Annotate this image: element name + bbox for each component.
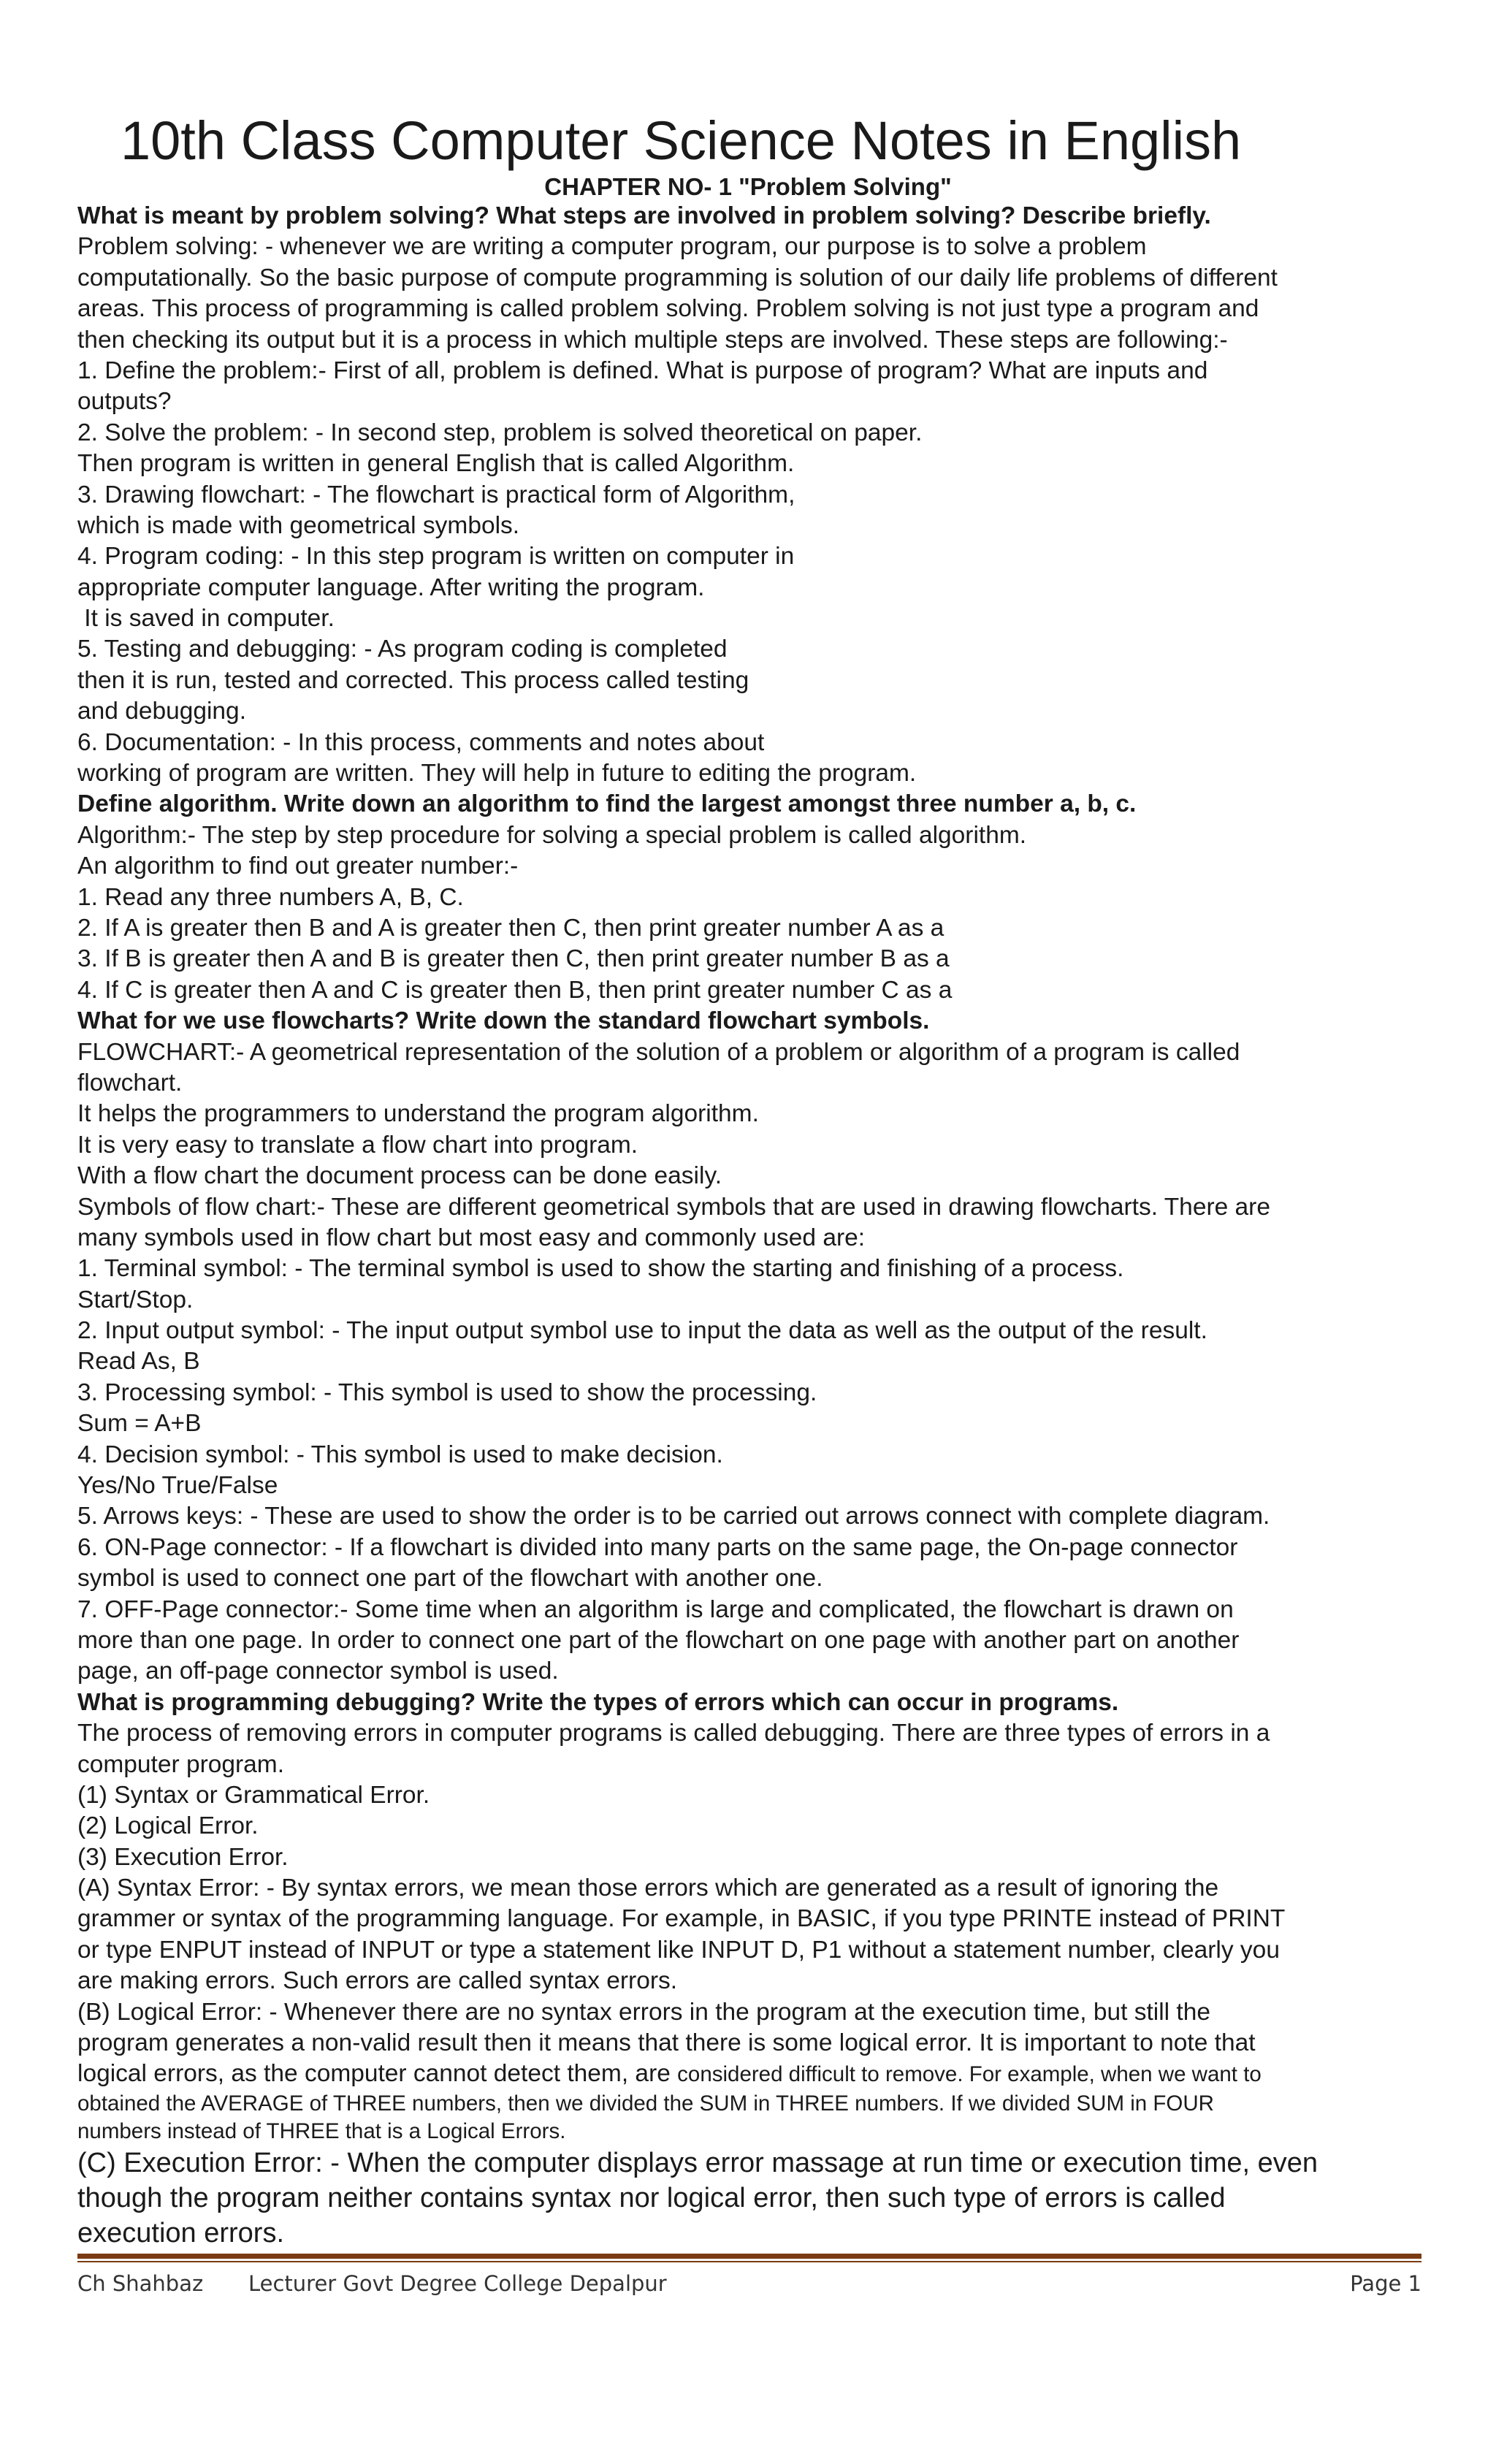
chapter-heading: CHAPTER NO- 1 "Problem Solving" [544, 173, 952, 200]
text-line-mixed [77, 2059, 1421, 2089]
text-segment-small: considered difficult to remove. For example, when we want to [677, 2062, 1262, 2087]
text-line: or type ENPUT instead of INPUT or type a statement like INPUT D, P1 without a statement number, clearly you [77, 1936, 1280, 1964]
text-line: appropriate computer language. After writing the program. [77, 573, 705, 601]
text-line: An algorithm to find out greater number:- [77, 853, 519, 880]
text-line: Start/Stop. [77, 1286, 194, 1313]
text-line: 1. Define the problem:- First of all, problem is defined. What is purpose of program? What are inputs and [77, 356, 1208, 384]
text-line: 5. Arrows keys: - These are used to show the order is to be carried out arrows connect with complete diagram. [77, 1503, 1270, 1530]
text-line: The process of removing errors in computer programs is called debugging. There are three types of errors in a [77, 1720, 1270, 1747]
text-line: execution errors. [77, 2217, 285, 2249]
text-line: 6. ON-Page connector: - If a flowchart is divided into many parts on the same page, the On-page connector [77, 1533, 1238, 1561]
text-line: obtained the AVERAGE of THREE numbers, then we divided the SUM in THREE numbers. If we divided SUM in FOUR [77, 2091, 1214, 2116]
text-line: program generates a non-valid result then it means that there is some logical error. It is important to note that [77, 2029, 1256, 2057]
text-line: then it is run, tested and corrected. This process called testing [77, 666, 749, 694]
notes-body [77, 201, 1421, 2251]
text-line: computer program. [77, 1750, 284, 1778]
text-line: more than one page. In order to connect one part of the flowchart on one page with another part on another [77, 1626, 1240, 1654]
text-line: 2. Solve the problem: - In second step, problem is solved theoretical on paper. [77, 419, 923, 446]
text-line: (C) Execution Error: - When the computer displays error massage at run time or execution time, even [77, 2147, 1318, 2178]
text-line: symbol is used to connect one part of the flowchart with another one. [77, 1565, 823, 1593]
footer-rule-thin [77, 2261, 1421, 2262]
footer-author: Ch Shahbaz [77, 2271, 204, 2296]
text-line: FLOWCHART:- A geometrical representation of the solution of a problem or algorithm of a program is called [77, 1038, 1240, 1066]
text-line: 2. If A is greater then B and A is greater then C, then print greater number A as a [77, 914, 944, 942]
text-line: 1. Read any three numbers A, B, C. [77, 883, 464, 911]
text-line: (A) Syntax Error: - By syntax errors, we mean those errors which are generated as a result of ignoring the [77, 1874, 1219, 1902]
text-line: numbers instead of THREE that is a Logical Errors. [77, 2118, 566, 2143]
page-title: 10th Class Computer Science Notes in English [121, 110, 1242, 171]
text-line: 5. Testing and debugging: - As program coding is completed [77, 636, 728, 663]
text-line: though the program neither contains syntax nor logical error, then such type of errors is called [77, 2182, 1226, 2213]
text-line: 4. If C is greater then A and C is greater then B, then print greater number C as a [77, 976, 953, 1004]
text-line: 7. OFF-Page connector:- Some time when an algorithm is large and complicated, the flowchart is drawn on [77, 1595, 1234, 1623]
text-line: Symbols of flow chart:- These are different geometrical symbols that are used in drawing flowcharts. There are [77, 1193, 1270, 1221]
text-line: Read As, B [77, 1348, 200, 1376]
text-line: computationally. So the basic purpose of compute programming is solution of our daily life problems of different [77, 264, 1278, 291]
text-line: With a flow chart the document process can be done easily. [77, 1162, 722, 1190]
footer-rule-thick [77, 2254, 1421, 2259]
text-line: 1. Terminal symbol: - The terminal symbol is used to show the starting and finishing of a process. [77, 1255, 1124, 1283]
question-heading: What is meant by problem solving? What steps are involved in problem solving? Describe briefly. [77, 202, 1211, 229]
text-line: Then program is written in general English that is called Algorithm. [77, 450, 795, 478]
text-line: page, an off-page connector symbol is used. [77, 1658, 559, 1685]
text-line: 6. Documentation: - In this process, comments and notes about [77, 728, 765, 756]
text-line: Sum = A+B [77, 1410, 202, 1438]
text-line: (B) Logical Error: - Whenever there are no syntax errors in the program at the execution time, but still the [77, 1998, 1210, 2026]
text-line: Algorithm:- The step by step procedure for solving a special problem is called algorithm. [77, 821, 1027, 849]
text-line: 3. Drawing flowchart: - The flowchart is practical form of Algorithm, [77, 481, 795, 508]
question-heading: Define algorithm. Write down an algorithm to find the largest amongst three number a, b, c. [77, 790, 1137, 818]
text-line: (3) Execution Error. [77, 1843, 289, 1871]
text-line: areas. This process of programming is called problem solving. Problem solving is not just type a program and [77, 295, 1259, 323]
text-line: 4. Program coding: - In this step program is written on computer in [77, 543, 795, 571]
text-line: It helps the programmers to understand the program algorithm. [77, 1100, 759, 1128]
question-heading: What is programming debugging? Write the types of errors which can occur in programs. [77, 1688, 1119, 1716]
text-segment: logical errors, as the computer cannot detect them, are [77, 2060, 678, 2088]
text-line: many symbols used in flow chart but most easy and commonly used are: [77, 1224, 866, 1251]
text-line: working of program are written. They will help in future to editing the program. [77, 760, 917, 787]
text-line: grammer or syntax of the programming language. For example, in BASIC, if you type PRINTE instead of PRINT [77, 1905, 1286, 1933]
text-line: (2) Logical Error. [77, 1812, 259, 1840]
text-line: Yes/No True/False [77, 1472, 278, 1500]
text-line: then checking its output but it is a process in which multiple steps are involved. These steps are following:- [77, 326, 1228, 354]
text-line: outputs? [77, 388, 172, 416]
footer-role: Lecturer Govt Degree College Depalpur [248, 2271, 667, 2296]
text-line: which is made with geometrical symbols. [77, 511, 520, 539]
text-line: and debugging. [77, 698, 246, 725]
footer-page-number: Page 1 [1350, 2271, 1421, 2296]
text-line: 3. If B is greater then A and B is greater then C, then print greater number B as a [77, 945, 950, 973]
text-line: It is very easy to translate a flow chart into program. [77, 1131, 638, 1159]
text-line: (1) Syntax or Grammatical Error. [77, 1781, 430, 1809]
text-line: 3. Processing symbol: - This symbol is used to show the processing. [77, 1378, 817, 1406]
question-heading: What for we use flowcharts? Write down the standard flowchart symbols. [77, 1007, 930, 1035]
text-line: 2. Input output symbol: - The input output symbol use to input the data as well as the output of the result. [77, 1317, 1207, 1345]
text-line: are making errors. Such errors are called syntax errors. [77, 1967, 678, 1995]
text-line: 4. Decision symbol: - This symbol is used to make decision. [77, 1441, 723, 1468]
text-line: Problem solving: - whenever we are writing a computer program, our purpose is to solve a problem [77, 233, 1147, 261]
text-line: It is saved in computer. [77, 605, 335, 633]
text-line: flowchart. [77, 1069, 183, 1096]
